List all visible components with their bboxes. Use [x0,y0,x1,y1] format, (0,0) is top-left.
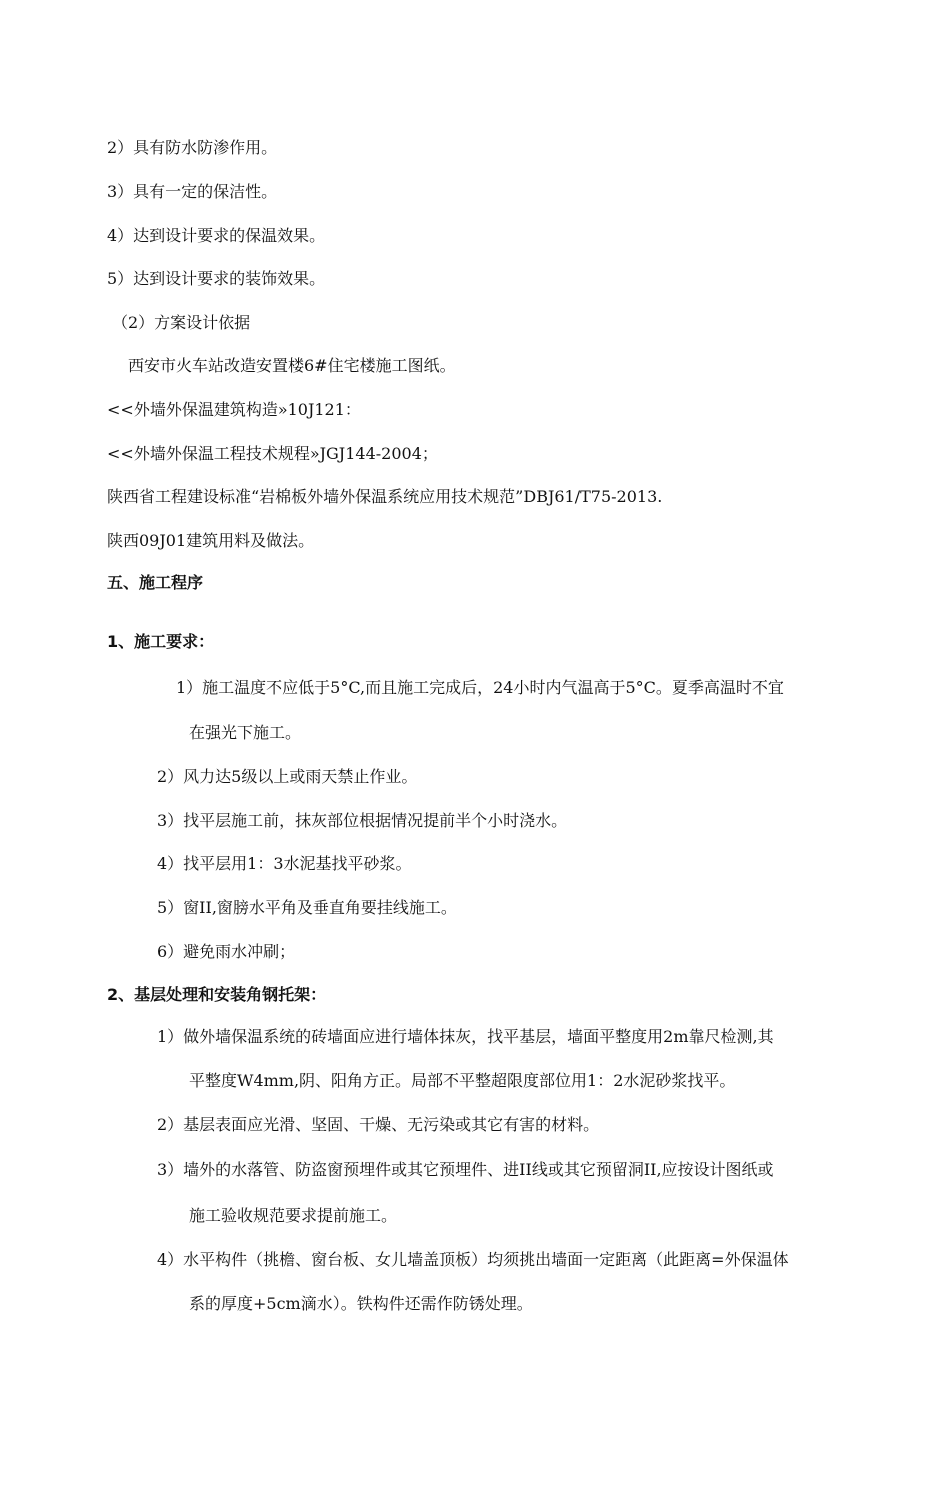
requirement-item: 6）避免雨水冲刷； [157,942,296,961]
basis-item: 西安市火车站改造安置楼6#住宅楼施工图纸。 [128,356,456,375]
treatment-item: 1）做外墙保温系统的砖墙面应进行墙体抹灰，找平基层，墙面平整度用2m靠尺检测,其 [157,1027,774,1046]
requirement-item: 2）风力达5级以上或雨天禁止作业。 [157,767,418,786]
subsection-title: 2、基层处理和安装角钢托架： [107,985,327,1004]
requirement-item: 4）找平层用1：3水泥基找平砂浆。 [157,854,412,873]
subsection-title: 1、施工要求： [107,632,215,651]
treatment-item-continued: 施工验收规范要求提前施工。 [189,1206,398,1225]
intro-item: 5）达到设计要求的装饰效果。 [107,269,326,288]
treatment-item: 2）基层表面应光滑、坚固、干燥、无污染或其它有害的材料。 [157,1115,600,1134]
basis-heading: （2）方案设计依据 [112,313,251,332]
basis-item: 陕西09J01建筑用料及做法。 [107,531,315,550]
treatment-item-continued: 平整度W4mm,阴、阳角方正。局部不平整超限度部位用1：2水泥砂浆找平。 [189,1071,736,1090]
requirement-item: 3）找平层施工前，抹灰部位根据情况提前半个小时浇水。 [157,811,568,830]
requirement-item: 1）施工温度不应低于5°C,而且施工完成后，24小时内气温高于5°C。夏季高温时不宜 [176,678,784,697]
basis-item: <<外墙外保温工程技术规程»JGJ144-2004； [107,444,438,463]
treatment-item: 4）水平构件（挑檐、窗台板、女儿墙盖顶板）均须挑出墙面一定距离（此距离=外保温体 [157,1250,789,1269]
requirement-item: 5）窗II,窗膀水平角及垂直角要挂线施工。 [157,898,457,917]
intro-item: 3）具有一定的保洁性。 [107,182,278,201]
requirement-item-continued: 在强光下施工。 [189,723,302,742]
basis-item: 陕西省工程建设标准“岩棉板外墙外保温系统应用技术规范”DBJ61/T75-2013. [107,487,663,506]
intro-item: 2）具有防水防渗作用。 [107,138,278,157]
treatment-item-continued: 系的厚度+5cm滴水）。铁构件还需作防锈处理。 [189,1294,533,1313]
section-title: 五、施工程序 [107,573,204,592]
treatment-item: 3）墙外的水落管、防盗窗预埋件或其它预埋件、进II线或其它预留洞II,应按设计图纸或 [157,1160,774,1179]
basis-item: <<外墙外保温建筑构造»10J121： [107,400,361,419]
intro-item: 4）达到设计要求的保温效果。 [107,226,326,245]
